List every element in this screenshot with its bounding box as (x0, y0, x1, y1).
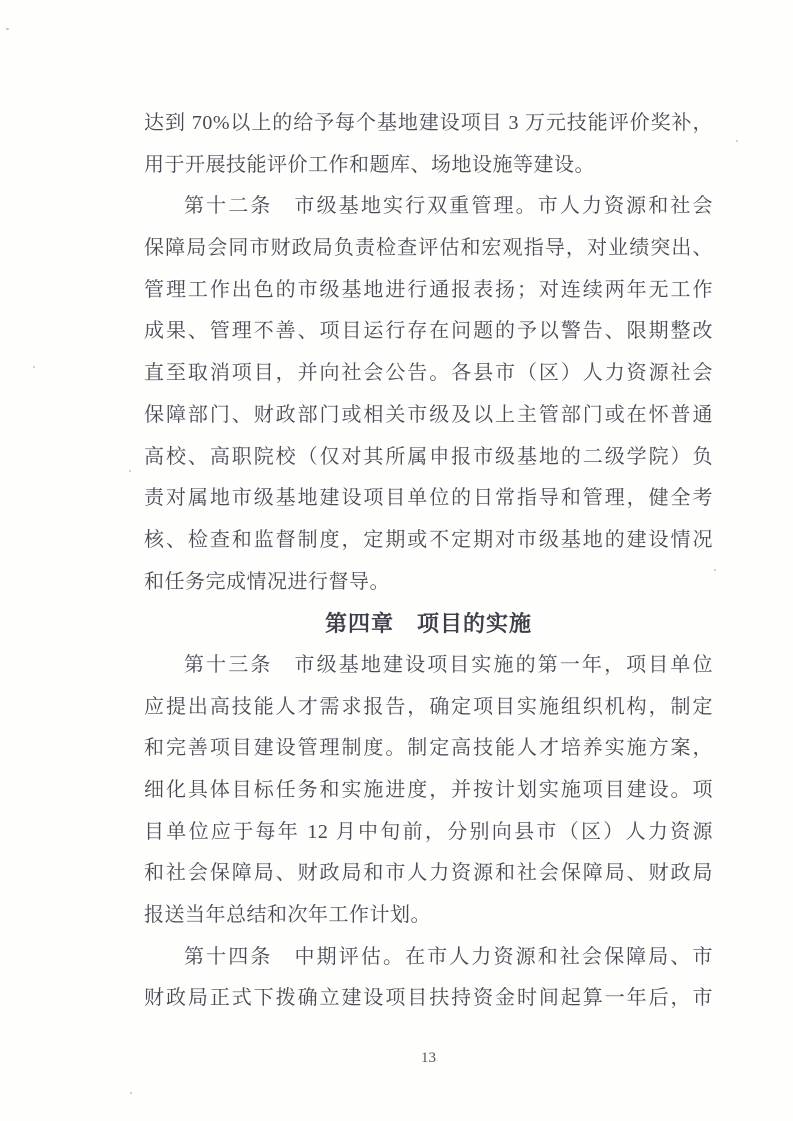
text-line: 达到 70%以上的给予每个基地建设项目 3 万元技能评价奖补， (144, 112, 713, 134)
scan-speck (736, 140, 738, 142)
text-line: 用于开展技能评价工作和题库、场地设施等建设。 (144, 153, 595, 176)
text-line: 和任务完成情况进行督导。 (144, 570, 390, 593)
text-line: 目单位应于每年 12 月中旬前，分别向县市（区）人力资源 (144, 820, 713, 843)
text-line: 保障局会同市财政局负责检查评估和宏观指导，对业绩突出、 (144, 237, 713, 260)
scan-speck (130, 1092, 132, 1094)
text-line: 保障部门、财政部门或相关市级及以上主管部门或在怀普通 (144, 403, 713, 426)
text-line-article-12: 第十二条 市级基地实行双重管理。市人力资源和社会 (184, 195, 713, 218)
text-line: 和完善项目建设管理制度。制定高技能人才培养实施方案， (144, 737, 713, 760)
chapter-heading: 第四章 项目的实施 (324, 611, 532, 637)
text-line: 高校、高职院校（仅对其所属申报市级基地的二级学院）负 (144, 445, 713, 468)
scan-speck (129, 470, 131, 472)
text-line: 应提出高技能人才需求报告，确定项目实施组织机构，制定 (144, 695, 713, 718)
text-line: 报送当年总结和次年工作计划。 (144, 904, 431, 927)
text-line: 财政局正式下拨确立建设项目扶持资金时间起算一年后，市 (144, 987, 713, 1010)
text-line: 和社会保障局、财政局和市人力资源和社会保障局、财政局 (144, 862, 713, 885)
text-line-article-14: 第十四条 中期评估。在市人力资源和社会保障局、市 (184, 945, 713, 968)
scan-speck (6, 28, 9, 30)
text-line: 成果、管理不善、项目运行存在问题的予以警告、限期整改 (144, 320, 713, 343)
text-line: 责对属地市级基地建设项目单位的日常指导和管理，健全考 (144, 487, 713, 510)
document-text-block (144, 103, 713, 1020)
text-line: 管理工作出色的市级基地进行通报表扬；对连续两年无工作 (144, 278, 713, 301)
text-line: 细化具体目标任务和实施进度，并按计划实施项目建设。项 (144, 779, 713, 801)
text-line-article-13: 第十三条 市级基地建设项目实施的第一年，项目单位 (184, 653, 713, 676)
scan-speck (714, 569, 716, 571)
text-line: 直至取消项目，并向社会公告。各县市（区）人力资源社会 (144, 362, 713, 385)
text-line: 核、检查和监督制度，定期或不定期对市级基地的建设情况 (144, 528, 713, 551)
scan-speck (33, 366, 35, 368)
page-number: 13 (421, 1050, 436, 1066)
